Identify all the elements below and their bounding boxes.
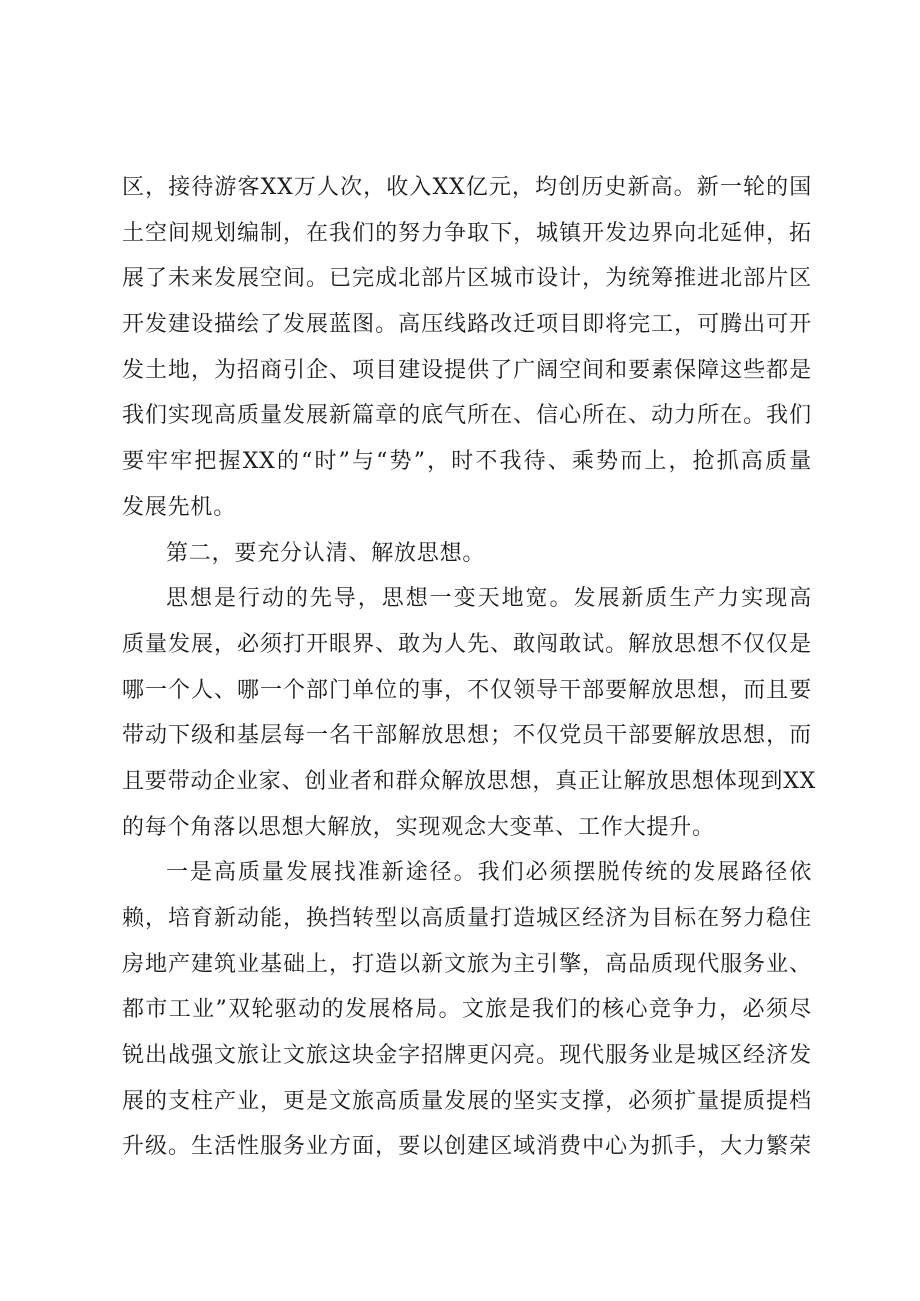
paragraph-p2: [122, 531, 812, 577]
text-line: 开发建设描绘了发展蓝图。高压线路改迁项目即将完工，可腾出可开: [122, 312, 812, 338]
text-line: 质量发展，必须打开眼界、敢为人先、敢闯敢试。解放思想不仅仅是: [122, 631, 812, 657]
text-line: 展的支柱产业，更是文旅高质量发展的坚实支撑，必须扩量提质提档: [122, 1088, 812, 1114]
text-line: 土空间规划编制，在我们的努力争取下，城镇开发边界向北延伸，拓: [122, 220, 812, 246]
paragraph-p3: [122, 576, 817, 850]
text-line: 带动下级和基层每一名干部解放思想；不仅党员干部要解放思想，而: [122, 723, 812, 749]
text-line: 发展先机。: [122, 494, 237, 520]
text-line: 哪一个人、哪一个部门单位的事，不仅领导干部要解放思想，而且要: [122, 677, 812, 703]
text-line: 展了未来发展空间。已完成北部片区城市设计，为统筹推进北部片区: [122, 266, 812, 292]
text-line: 升级。生活性服务业方面，要以创建区域消费中心为抓手，大力繁荣: [122, 1134, 812, 1160]
text-line: 的每个角落以思想大解放，实现观念大变革、工作大提升。: [122, 814, 715, 840]
text-line: 区，接待游客XX万人次，收入XX亿元，均创历史新高。新一轮的国: [122, 175, 812, 200]
paragraph-p4: [122, 850, 812, 1170]
text-line: 房地产建筑业基础上，打造以新文旅为主引擎，高品质现代服务业、: [122, 951, 812, 977]
text-line: 发土地，为招商引企、项目建设提供了广阔空间和要素保障这些都是: [122, 357, 812, 383]
text-line: 一是高质量发展找准新途径。我们必须摆脱传统的发展路径依: [166, 860, 812, 886]
text-line: 思想是行动的先导，思想一变天地宽。发展新质生产力实现高: [166, 586, 812, 612]
text-line: 都市工业”双轮驱动的发展格局。文旅是我们的核心竞争力，必须尽: [122, 997, 812, 1023]
text-line: 赖，培育新动能，换挡转型以高质量打造城区经济为目标在努力稳住: [122, 906, 812, 931]
document-body: [122, 165, 817, 1170]
section-heading: 第二，要充分认清、解放思想。: [166, 540, 486, 566]
text-line: 且要带动企业家、创业者和群众解放思想，真正让解放思想体现到XX: [122, 768, 817, 794]
paragraph-p1: [122, 165, 812, 531]
text-line: 我们实现高质量发展新篇章的底气所在、信心所在、动力所在。我们: [122, 403, 812, 429]
text-line: 锐出战强文旅让文旅这块金字招牌更闪亮。现代服务业是城区经济发: [122, 1043, 812, 1069]
text-line: 要牢牢把握XX的“时”与“势”，时不我待、乘势而上，抢抓高质量: [122, 449, 812, 475]
